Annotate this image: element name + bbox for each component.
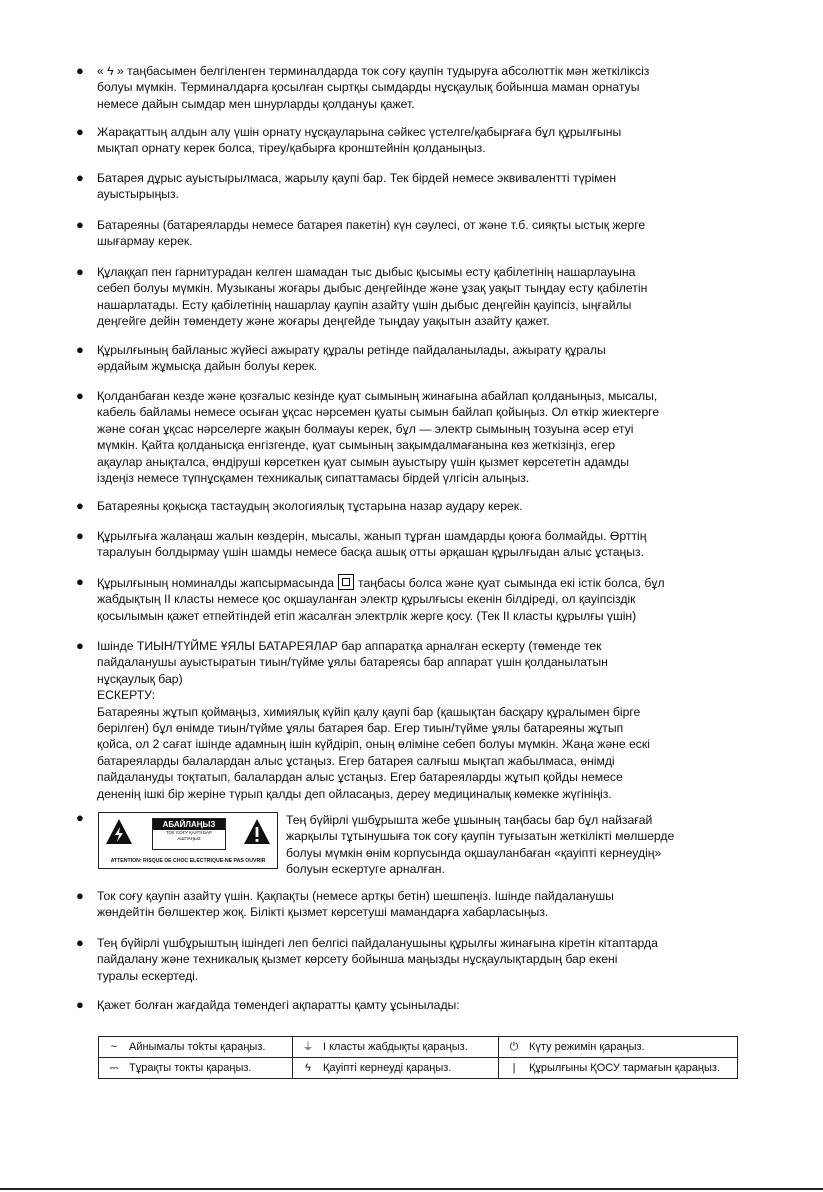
- text-line: нашарлатады. Есту қабілетінің нашарлау қаупін азайту үшін дыбыс деңгейін қауіпсіз, ыңғайлы: [97, 297, 632, 312]
- text-line: Құрылғыға жалаңаш жалын көздерін, мысалы, жанып тұрған шамдарды қоюға болмайды. Өрттің: [97, 529, 647, 543]
- bullet: ●: [76, 574, 84, 589]
- text-line: болуын ескертуге арналған.: [286, 862, 445, 877]
- dc-icon: ⎓: [109, 1061, 119, 1074]
- bullet: ●: [76, 124, 84, 139]
- list-item: [76, 638, 752, 802]
- text-line: Ток соғу қаупін азайту үшін. Қақпақты (немесе артқы бетін) шешпеңіз. Ішінде пайдаланушы: [97, 889, 614, 903]
- text-line: шығармау керек.: [97, 234, 193, 249]
- bullet: ●: [76, 264, 84, 279]
- class-ii-double-insulation-icon: [338, 574, 354, 590]
- list-item: [76, 997, 752, 1013]
- legend-text: Құрылғыны ҚОСУ тармағын қараңыз.: [529, 1061, 721, 1074]
- list-item: [76, 124, 752, 157]
- power-on-icon: |: [512, 1061, 516, 1074]
- text-fragment: Құрылғының номиналды жапсырмасында: [97, 576, 335, 590]
- caution-heading: АБАЙЛАҢЫЗ: [153, 819, 225, 830]
- bullet: ●: [76, 997, 84, 1012]
- text-line: болуы мүмкін өнім корпусында оқшауланбаған «қауіпті кернеудің»: [286, 845, 662, 860]
- caution-badge: [152, 818, 226, 850]
- bullet: ●: [76, 888, 84, 903]
- symbol-legend-table: [98, 1036, 738, 1079]
- class-i-earth-icon: ⏚: [302, 1040, 314, 1053]
- list-item: [76, 498, 752, 514]
- legend-text: Айнымалы тokты қараңыз.: [129, 1040, 266, 1053]
- text-fragment: таңбасы болса және қуат сымында екі істік болса, бұл: [358, 576, 665, 590]
- bullet: ●: [76, 388, 84, 403]
- legend-cell: [499, 1058, 738, 1079]
- caution-subtext: АШПАҢЫЗ: [177, 836, 201, 841]
- text-line: таралуын болдырмау үшін шамды немесе басқа ашық отты әрқашан құрылғыдан алыс ұстаңыз.: [97, 545, 644, 560]
- text-line: іздеңіз немесе түпнұсқамен техникалық сипаттамасы бірдей үлгісін алыңыз.: [97, 471, 530, 486]
- bullet: ●: [76, 935, 84, 950]
- list-item: [76, 63, 752, 112]
- text-line: жөндейтін бөлшектер жоқ. Білікті қызмет көрсетуші мамандарға хабарласыңыз.: [97, 905, 549, 920]
- text-line: Батареяны қоқысқа тастаудың экологиялық тұстарына назар аудару керек.: [97, 499, 523, 513]
- text-line: « ϟ » таңбасымен белгіленген терминалдарда ток соғу қаупін тудыруға абсолюттік мән жеткіліксіз: [97, 64, 650, 78]
- text-line: Батареяны (батареяларды немесе батарея пакетін) күн сәулесі, от және т.б. сияқты ыстық жерге: [97, 218, 646, 232]
- legend-cell: [293, 1037, 499, 1058]
- legend-text: I класты жабдықты қараңыз.: [323, 1040, 468, 1053]
- text-line: ЕСКЕРТУ:: [97, 688, 156, 703]
- list-item: [76, 342, 752, 375]
- list-item: [76, 217, 752, 250]
- text-line: деңгейге дейін төмендету және жоғары деңгейде тыңдау уақытын азайту қажет.: [97, 314, 550, 329]
- text-line: себеп болуы мүмкін. Музыканы жоғары дыбыс деңгейінде және ұзақ уақыт тыңдау есту қабілетін: [97, 281, 648, 296]
- text-line: кабель байламы немесе осыған ұқсас нәрсемен қуаты сымын байлап қойыңыз. Ол өткір жиектерге: [97, 405, 660, 420]
- text-line: пайдалануды тоқтатып, балалардан алыс ұстаңыз. Егер батареяларды жұтып қойды немесе: [97, 770, 623, 785]
- bullet: ●: [76, 498, 84, 513]
- text-line: туралы ескертеді.: [97, 968, 199, 983]
- list-item: [76, 574, 752, 624]
- text-line: Ішінде ТИЫН/ТҮЙМЕ ҰЯЛЫ БАТАРЕЯЛАР бар аппаратқа арналған ескерту (төменде тек: [97, 639, 602, 653]
- bullet: ●: [76, 170, 84, 185]
- bullet: ●: [76, 810, 84, 825]
- standby-icon: ⏻: [509, 1040, 519, 1053]
- text-line: немесе дайын сымдар мен шнурларды қолдануы қажет.: [97, 96, 415, 111]
- warning-description: [286, 812, 756, 878]
- lightning-triangle-icon: [105, 818, 133, 846]
- text-line: Жарақаттың алдын алу үшін орнату нұсқауларына сәйкес үстелге/қабырғаға бұл құрылғыны: [97, 125, 622, 139]
- text-line: пайдалану және техникалық қызмет көрсету бойынша маңызды нұсқаулықтардың бар екені: [97, 952, 618, 967]
- text-line: Құлаққап пен гарнитурадан келген шамадан тыс дыбыс қысымы есту қабілетінің нашарлауына: [97, 265, 636, 279]
- text-line: жарқылы тұтынушыға ток соғу қаупін туғызатын жеткілікті мөлшерде: [286, 829, 675, 844]
- text-line: дененің ішкі бір жеріне түрып қалды деп ойласаңыз, дереу медициналық көмекке жүгініңіз.: [97, 786, 612, 801]
- text-line: Тең бүйірлі үшбұрышта жебе ұшының таңбасы бар бұл найзағай: [286, 813, 653, 827]
- table-row: [99, 1058, 738, 1079]
- text-line: нұсқаулық бар): [97, 671, 183, 686]
- bullet: ●: [76, 342, 84, 357]
- legend-cell: [99, 1037, 293, 1058]
- text-line: мықтап орнату керек болса, тіреу/қабырға кронштейнін қолданыңыз.: [97, 141, 486, 156]
- text-line: берілген) бұл өнімде тиын/түйме ұялы батарея бар. Егер тиын/түйме ұялы батареяны жұтып: [97, 721, 624, 736]
- shock-warning-label: [98, 812, 278, 869]
- text-line: әрдайым жұмысқа дайын болуы керек.: [97, 359, 318, 374]
- text-line: Батареяны жұтып қоймаңыз, химиялық күйіп қалу қаупі бар (қашықтан басқару құралымен бірге: [97, 704, 641, 719]
- caution-subtext: ТОК СОҒУ ҚАУПІ БАР: [166, 830, 212, 835]
- text-line: қосылымын қажет етпейтіндей етіп жасалған электрлік жерге қосу. (Тек II класты құрылғы үшін): [97, 608, 637, 623]
- text-line: жабдықтың II класты немесе қос оқшауланған электр құрылғысы екенін білдіреді, ол қауіпсіздік: [97, 592, 636, 607]
- legend-text: Тұрақты токты қараңыз.: [129, 1061, 252, 1074]
- caution-footer: ATTENTION: RISQUE DE CHOC ELECTRIQUE-NE PAS OUVRIR: [110, 858, 266, 864]
- legend-text: Күту режимін қараңыз.: [529, 1040, 645, 1053]
- list-item: [76, 528, 752, 561]
- text-line: Құрылғының байланыс жүйесі ажырату құралы ретінде пайдаланылады, ажырату құралы: [97, 343, 606, 357]
- text-line: мүмкін. Қайта қолданысқа енгізгенде, қуат сымының зақымдалмағанына көз жеткізіңіз, егер: [97, 438, 616, 453]
- exclamation-triangle-icon: [243, 818, 271, 846]
- text-line: болуы мүмкін. Терминалдарға қосылған сыртқы сымдарды нұсқаулық бойынша маман орнатуы: [97, 80, 640, 95]
- list-item: [76, 170, 752, 203]
- list-item: [76, 935, 752, 984]
- text-line: Батарея дұрыс ауыстырылмаса, жарылу қаупі бар. Тек бірдей немесе эквивалентті түрімен: [97, 171, 617, 185]
- legend-cell: [293, 1058, 499, 1079]
- text-line: пайдаланушы ауыстыратын тиын/түйме ұялы батареясы бар аппарат үшін қолданылатын: [97, 655, 608, 670]
- page-bottom-rule: [0, 1188, 823, 1190]
- bullet: ●: [76, 217, 84, 232]
- text-line: Қолданбаған кезде және қозғалыс кезінде қуат сымының жинағына абайлап қолданыңыз, мысалы,: [97, 389, 658, 403]
- bullet: ●: [76, 528, 84, 543]
- text-line: батареяларды балалардан алыс ұстаңыз. Егер батарея салғыш мықтап жабылмаса, өнімді: [97, 753, 615, 768]
- text-line: және соған ұқсас нәрселерге жақын болмауы керек, бұл — электр сымының тозуына әсер етуі: [97, 421, 634, 436]
- text-line: ақаулар анықталса, өндіруші көрсеткен қуат сымын ауыстыру үшін қызмет көрсететін адамды: [97, 454, 629, 469]
- table-row: [99, 1037, 738, 1058]
- legend-text: Қауіпті кернеуді қараңыз.: [323, 1061, 452, 1074]
- ac-wave-icon: ~: [110, 1040, 118, 1053]
- list-item: [76, 388, 752, 486]
- text-line: ауыстырыңыз.: [97, 187, 179, 202]
- hazard-voltage-icon: ϟ: [305, 1061, 311, 1074]
- list-item: [76, 888, 752, 921]
- text-line: [97, 574, 752, 591]
- bullet: ●: [76, 638, 84, 653]
- list-item: [76, 264, 752, 330]
- bullet: ●: [76, 63, 84, 78]
- legend-cell: [499, 1037, 738, 1058]
- text-line: қойса, ол 2 сағат ішінде адамның ішін күйдіріп, оның өліміне себеп болуы мүмкін. Жаңа және ескі: [97, 737, 650, 752]
- legend-cell: [99, 1058, 293, 1079]
- text-line: Тең бүйірлі үшбұрыштың ішіндегі леп белгісі пайдаланушыны құрылғы жинағына кіретін кітаптарда: [97, 936, 658, 950]
- text-line: Қажет болған жағдайда төмендегі ақпаратты қамту ұсынылады:: [97, 998, 460, 1012]
